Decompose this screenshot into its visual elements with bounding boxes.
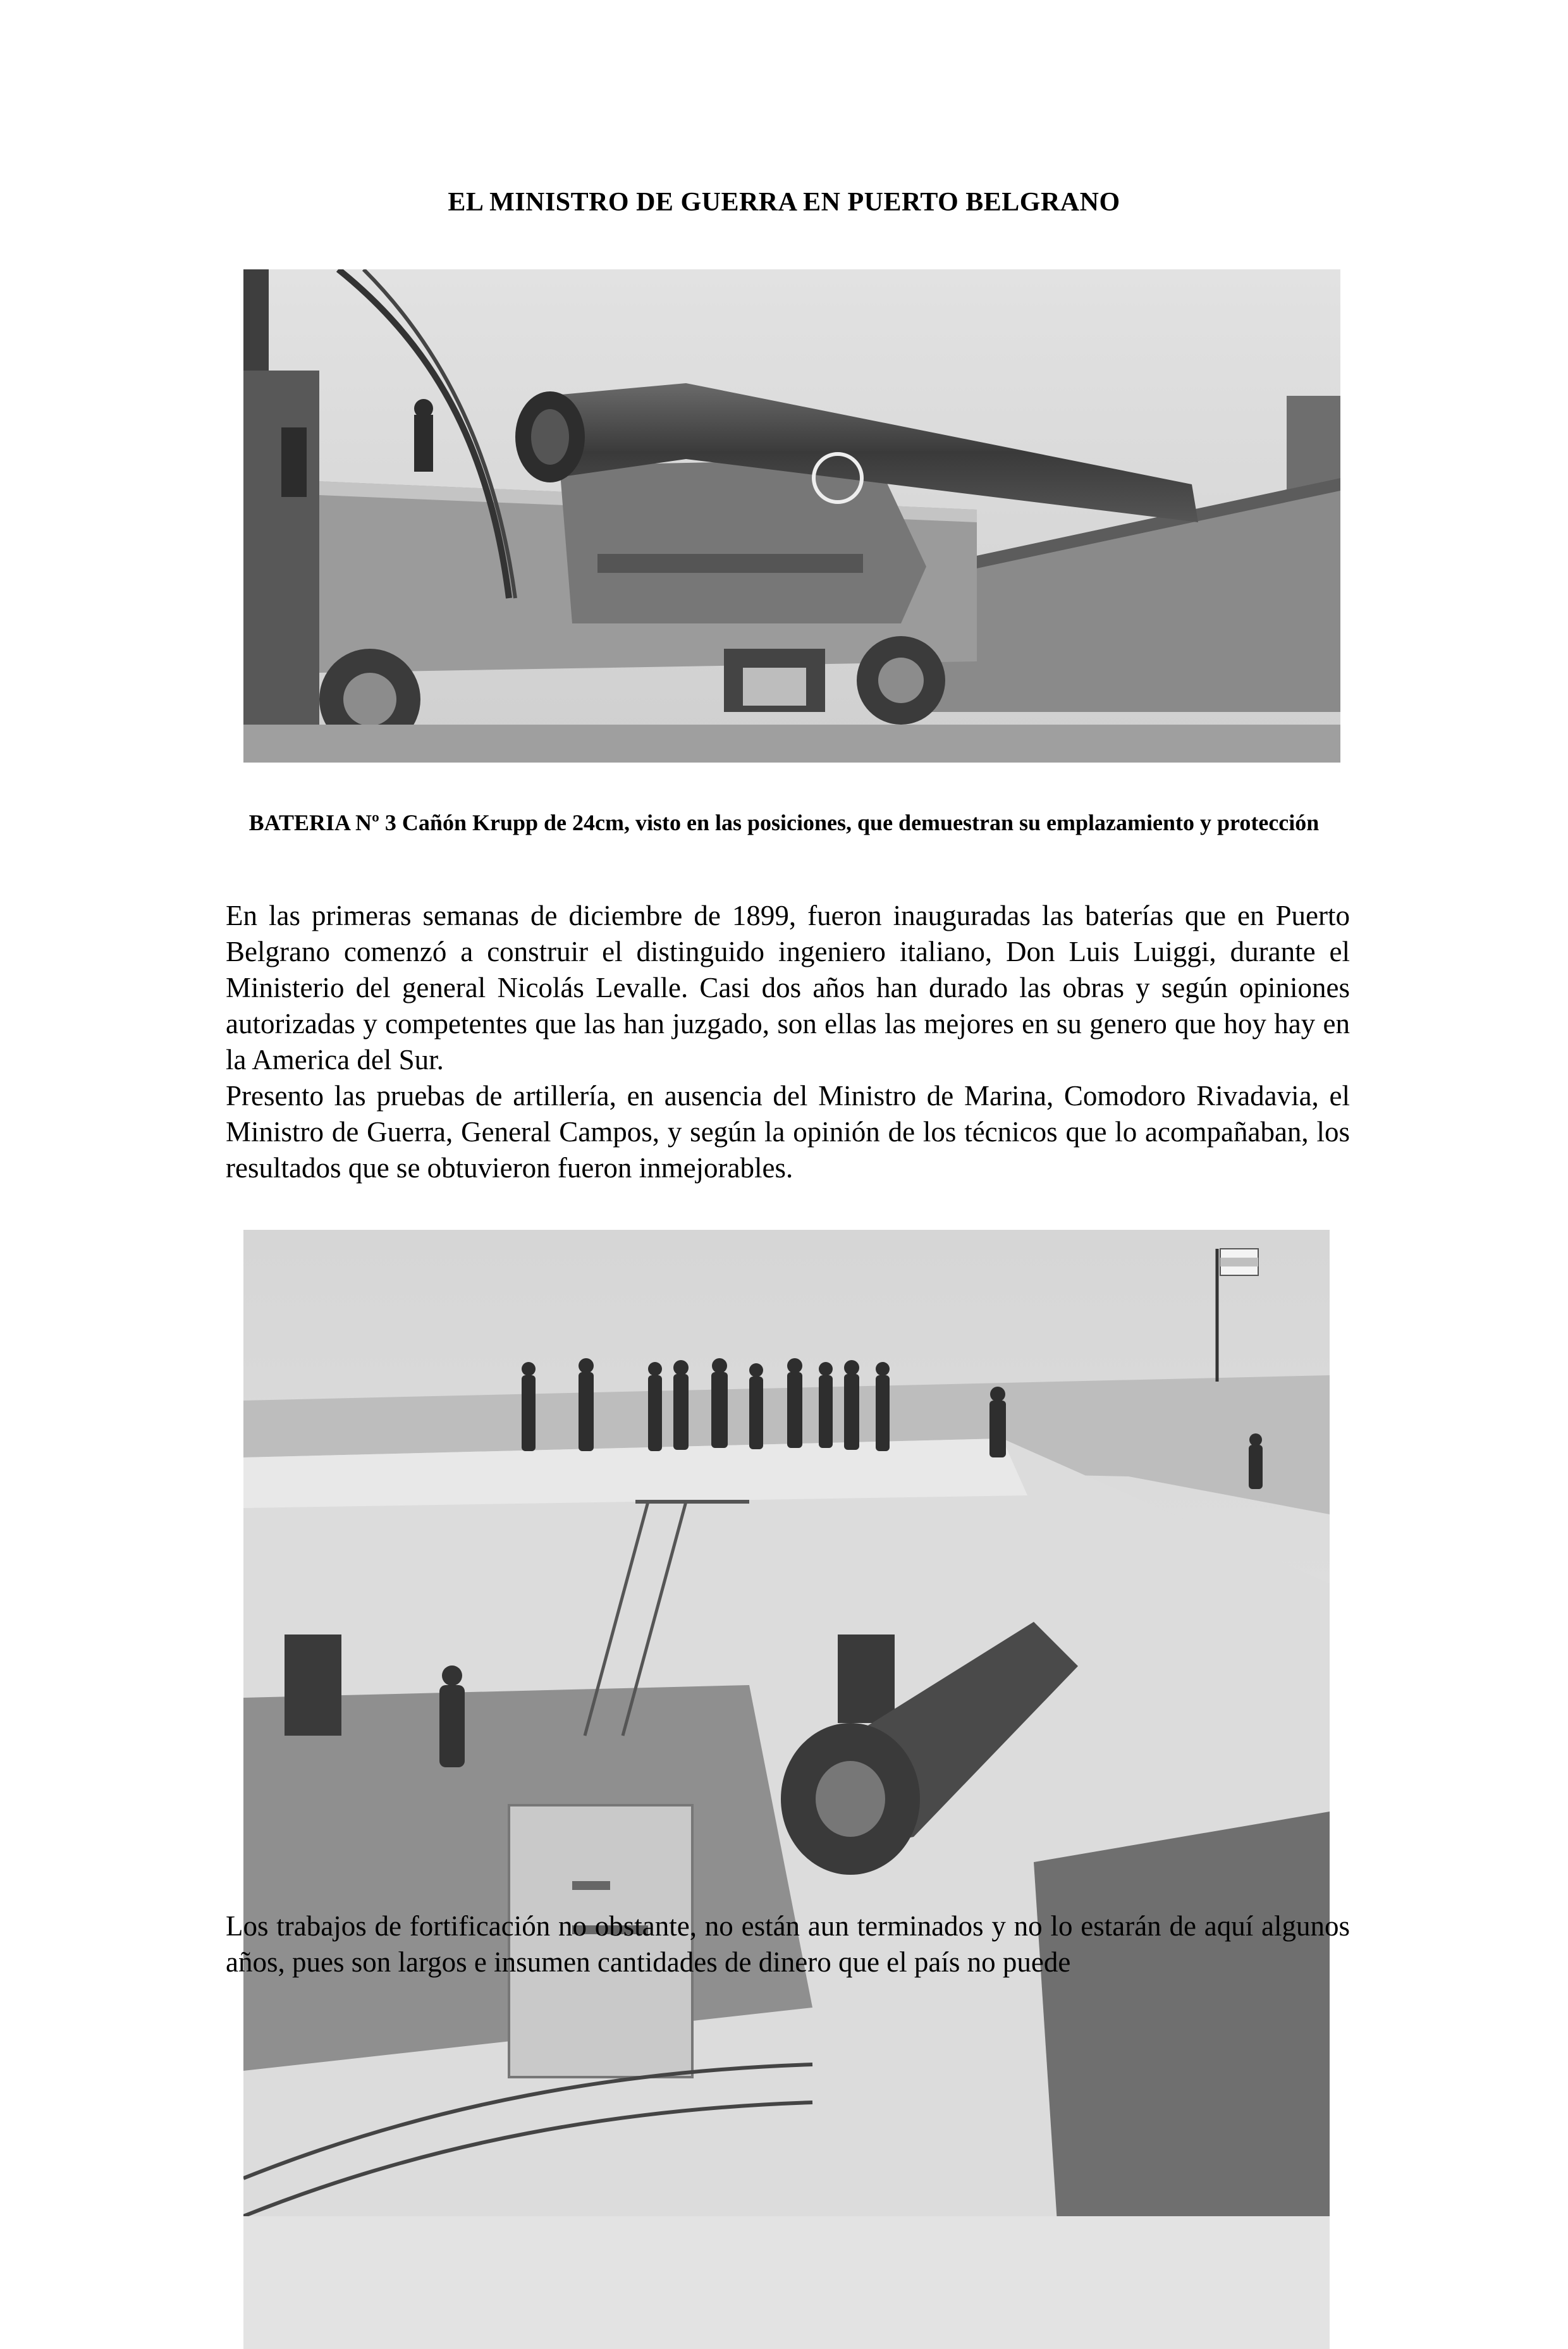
battery-visit-photo: [243, 1230, 1330, 2349]
page-title: EL MINISTRO DE GUERRA EN PUERTO BELGRANO: [448, 188, 1120, 217]
paragraph: Presento las pruebas de artillería, en ausencia del Ministro de Marina, Comodoro Rivadavia, el Ministro de Guerra, General Campos, y según la opinión de los técnicos que lo acompañaban, los resultados que se obtuvieron fueron inmejorables.: [226, 1080, 1350, 1184]
body-text-block: [226, 898, 1350, 1186]
paragraph: En las primeras semanas de diciembre de 1899, fueron inauguradas las baterías que en Puerto Belgrano comenzó a construir el distinguido ingeniero italiano, Don Luis Luiggi, durante el Ministerio del general Nicolás Levalle. Casi dos años han durado las obras y según opiniones autorizadas y competentes que las han juzgado, son ellas las mejores en su genero que hoy hay en la America del Sur.: [226, 900, 1350, 1076]
paragraph: Los trabajos de fortificación no obstante, no están aun terminados y no lo estarán de aquí algunos años, pues son largos e insumen cantidades de dinero que el país no puede: [226, 1910, 1350, 1978]
krupp-cannon-photo: [243, 269, 1340, 763]
body-text-block: [226, 1908, 1350, 1980]
photo-caption: BATERIA Nº 3 Cañón Krupp de 24cm, visto en las posiciones, que demuestran su emplazamiento y protección: [248, 810, 1320, 835]
